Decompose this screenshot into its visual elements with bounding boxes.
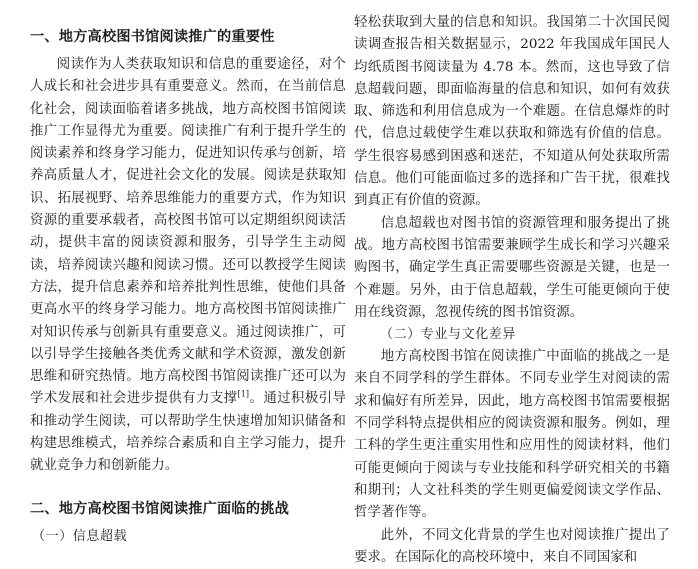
paragraph-discipline-differences: 地方高校图书馆在阅读推广中面临的挑战之一是来自不同学科的学生群体。不同专业学生对阅读的需求和偏好有所差异，因此，地方高校图书馆需要根据不同学科特点提供相应的阅读资源和服务。例如，理工科的学生更注重实用性和应用性的阅读材料，他们可能更倾向于阅读与专业技能和科学研究相关的书籍和期刊；人文社科类的学生则更偏爱阅读文学作品、哲学著作等。 (354, 349, 670, 521)
left-column (30, 14, 346, 548)
section-heading-importance: 一、地方高校图书馆阅读推广的重要性 (30, 29, 275, 45)
subheading-information-overload: （一）信息超载 (32, 528, 128, 544)
paragraph-importance-text: 阅读作为人类获取知识和信息的重要途径，对个人成长和社会进步具有重要意义。然而，在当前信息化社会，阅读面临着诸多挑战，地方高校图书馆阅读推广工作显得尤为重要。阅读推广有利于提升学生的阅读素养和终身学习能力，促进知识传承与创新，培养高质量人才，促进社会文化的发展。阅读是获取知识、拓展视野、培养思维能力的重要方式，作为知识资源的重要承载者，高校图书馆可以定期组织阅读活动，提供丰富的阅读资源和服务，引导学生主动阅读，培养阅读兴趣和阅读习惯。还可以教授学生阅读方法，提升信息素养和培养批判性思维，使他们具备更高水平的终身学习能力。地方高校图书馆阅读推广对知识传承与创新具有重要意义。通过阅读推广，可以引导学生接触各类优秀文献和学术资源，激发创新思维和研究热情。地方高校图书馆阅读推广还可以为学术发展和社会进步提供有力支撑 (30, 57, 346, 407)
paragraph-importance-tail: 。通过积极引导和推动学生阅读，可以帮助学生快速增加知识储备和构建思维模式，培养综合素质和自主学习能力，提升就业竞争力和创新能力。 (30, 391, 346, 474)
paragraph-library-resources: 信息超载也对图书馆的资源管理和服务提出了挑战。地方高校图书馆需要兼顾学生成长和学习兴趣采购图书，确定学生真正需要哪些资源是关键，也是一个难题。另外，由于信息超载，学生可能更倾向于使用在线资源，忽视传统的图书馆资源。 (354, 215, 670, 320)
paragraph-importance (30, 54, 346, 478)
right-column (354, 12, 670, 569)
subheading-discipline-culture: （二）专业与文化差异 (380, 327, 517, 343)
paragraph-cultural-differences: 此外，不同文化背景的学生也对阅读推广提出了要求。在国际化的高校环境中，来自不同国家和 (354, 527, 670, 565)
section-heading-challenges: 二、地方高校图书馆阅读推广面临的挑战 (30, 500, 289, 517)
paragraph-overload-continued: 轻松获取到大量的信息和知识。我国第二十次国民阅读调查报告相关数据显示，2022 年我国成年国民人均纸质图书阅读量为 4.78 本。然而，这也导致了信息超载问题，即面临海量的信息和知识，如何有效获取、筛选和利用信息成为一个难题。在信息爆炸的时代，信息过载使学生难以获取和筛选有价值的信息。学生很容易感到困惑和迷茫，不知道从何处获取所需信息。他们可能面临过多的选择和广告干扰，很难找到真正有价值的资源。 (354, 15, 670, 209)
citation-marker: [1] (237, 389, 250, 399)
